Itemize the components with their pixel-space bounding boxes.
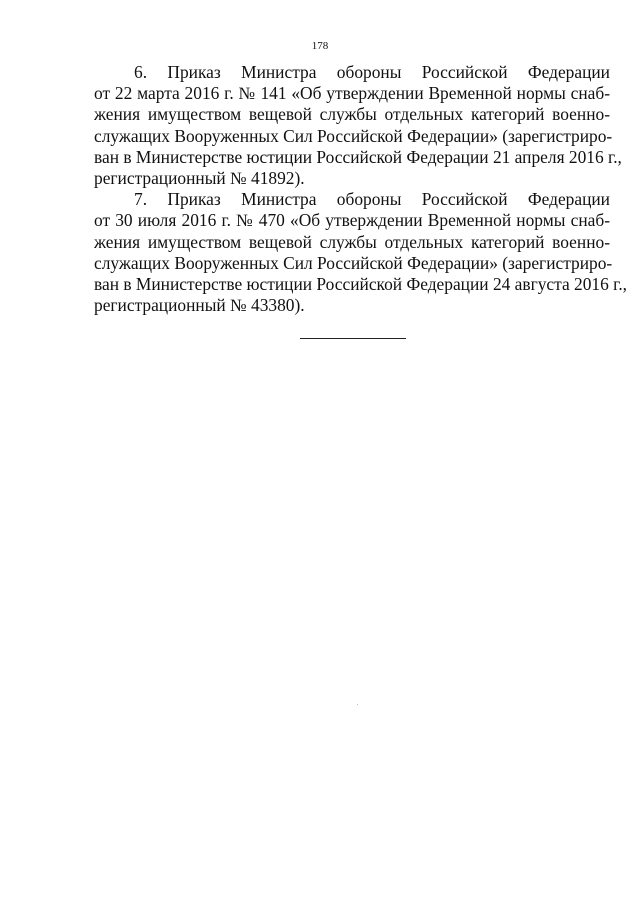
- text-line: ван в Министерстве юстиции Российской Федерации 21 апреля 2016 г.,: [94, 146, 622, 167]
- text-line: от 22 марта 2016 г. № 141 «Об утверждении Временной нормы снаб-: [94, 83, 610, 104]
- paragraph-item-7: [94, 189, 628, 316]
- end-separator-line: [300, 338, 406, 339]
- scan-artifact: [357, 704, 358, 705]
- text-line: жения имуществом вещевой службы отдельных категорий военно-: [94, 231, 610, 252]
- text-line: служащих Вооруженных Сил Российской Федерации» (зарегистриро-: [94, 252, 613, 273]
- document-body: [94, 62, 628, 316]
- text-line: от 30 июля 2016 г. № 470 «Об утверждении Временной нормы снаб-: [94, 210, 610, 231]
- text-line: ван в Министерстве юстиции Российской Федерации 24 августа 2016 г.,: [94, 273, 628, 294]
- text-line: регистрационный № 43380).: [94, 295, 305, 316]
- text-line: регистрационный № 41892).: [94, 167, 305, 188]
- text-line: 6. Приказ Министра обороны Российской Федерации: [134, 62, 610, 82]
- text-line: жения имуществом вещевой службы отдельных категорий военно-: [94, 104, 610, 125]
- paragraph-item-6: [94, 62, 622, 189]
- text-line: 7. Приказ Министра обороны Российской Федерации: [134, 189, 610, 210]
- text-line: служащих Вооруженных Сил Российской Федерации» (зарегистриро-: [94, 125, 613, 146]
- page-number: 178: [311, 40, 329, 52]
